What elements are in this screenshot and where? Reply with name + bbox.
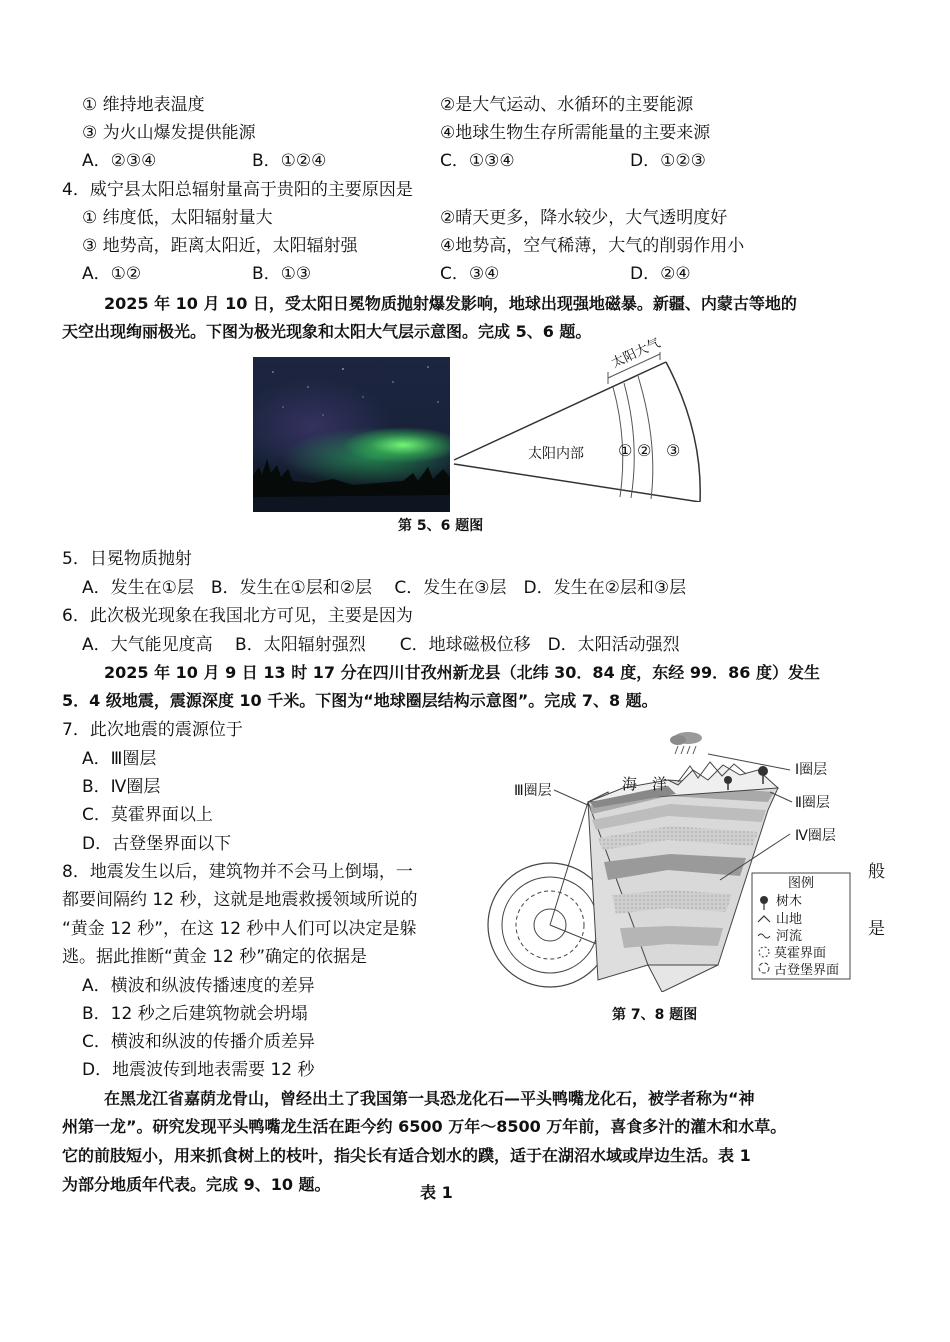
figure56-caption: 第 5、6 题图 <box>398 518 484 534</box>
passage1-line2: 天空出现绚丽极光。下图为极光现象和太阳大气层示意图。完成 5、6 题。 <box>62 322 592 341</box>
q4-choice-d: D．②④ <box>630 264 691 284</box>
sphere-4-label: Ⅳ圈层 <box>795 828 836 844</box>
q4-choice-b: B．①③ <box>252 264 312 284</box>
q4-stem: 4．威宁县太阳总辐射量高于贵阳的主要原因是 <box>62 180 413 200</box>
q4-option-1: ① 纬度低，太阳辐射量大 <box>82 208 273 228</box>
solar-atmosphere-label: 太阳大气 <box>609 335 663 372</box>
passage3-line2: 州第一龙”。研究发现平头鸭嘴龙生活在距今约 6500 万年～8500 万年前，喜食多汁的灌木和水草。 <box>62 1117 787 1136</box>
q8-line3-end: 是 <box>868 919 885 939</box>
q4-option-2: ②晴天更多，降水较少，大气透明度好 <box>440 208 728 228</box>
legend-moho: 莫霍界面 <box>774 946 827 961</box>
q4-choice-a: A．①② <box>82 264 142 284</box>
q7-choice-c: C．莫霍界面以上 <box>82 805 213 825</box>
q6-choices: A．大气能见度高 B．太阳辐射强烈 C．地球磁极位移 D．太阳活动强烈 <box>82 635 680 655</box>
q3-option-2: ②是大气运动、水循环的主要能源 <box>440 95 694 115</box>
legend-gutenberg: 古登堡界面 <box>774 963 840 978</box>
aurora-landscape <box>253 357 450 512</box>
legend-river: 河流 <box>776 929 803 944</box>
passage3-line3: 它的前肢短小，用来抓食树上的枝叶，指尖长有适合划水的蹼，适于在湖沼水域或岸边生活。表 1 <box>62 1146 751 1165</box>
passage2-line1: 2025 年 10 月 9 日 13 时 17 分在四川甘孜州新龙县（北纬 30．84 度，东经 99．86 度）发生 <box>104 663 820 682</box>
solar-interior-label: 太阳内部 <box>528 446 584 462</box>
q7-choice-a: A．Ⅲ圈层 <box>82 749 157 769</box>
aurora-photo <box>253 357 450 512</box>
q3-choice-b: B．①②④ <box>252 151 327 171</box>
layer-3-marker: ③ <box>666 441 681 460</box>
q8-line1: 8．地震发生以后，建筑物并不会马上倒塌，一 <box>62 862 413 882</box>
legend-tree: 树木 <box>776 894 803 909</box>
q8-choice-b: B．12 秒之后建筑物就会坍塌 <box>82 1004 308 1024</box>
figure78-caption: 第 7、8 题图 <box>612 1007 698 1023</box>
legend-title: 图例 <box>788 876 815 891</box>
passage3-line1: 在黑龙江省嘉荫龙骨山，曾经出土了我国第一具恐龙化石—平头鸭嘴龙化石，被学者称为“神 <box>104 1089 755 1108</box>
q8-choice-d: D．地震波传到地表需要 12 秒 <box>82 1060 315 1080</box>
q3-option-1: ① 维持地表温度 <box>82 95 205 115</box>
q3-choice-c: C．①③④ <box>440 151 515 171</box>
q8-line3: “黄金 12 秒”，在这 12 秒中人们可以决定是躲 <box>62 919 417 939</box>
q7-choice-b: B．Ⅳ圈层 <box>82 777 161 797</box>
q3-choice-d: D．①②③ <box>630 151 706 171</box>
q3-option-4: ④地球生物生存所需能量的主要来源 <box>440 123 711 143</box>
q3-option-3: ③ 为火山爆发提供能源 <box>82 123 256 143</box>
q8-line4: 逃。据此推断“黄金 12 秒”确定的依据是 <box>62 947 368 967</box>
q8-choice-c: C．横波和纵波的传播介质差异 <box>82 1032 315 1052</box>
passage2-line2: 5．4 级地震，震源深度 10 千米。下图为“地球圈层结构示意图”。完成 7、8 题。 <box>62 691 658 710</box>
q4-option-4: ④地势高，空气稀薄，大气的削弱作用小 <box>440 236 745 256</box>
table-1-label: 表 1 <box>420 1183 453 1202</box>
sphere-3-label: Ⅲ圈层 <box>514 783 552 799</box>
passage1-line1: 2025 年 10 月 10 日，受太阳日冕物质抛射爆发影响，地球出现强地磁暴。新疆、内蒙古等地的 <box>104 294 797 313</box>
q3-choice-a: A．②③④ <box>82 151 157 171</box>
ocean-label: 海 洋 <box>622 775 668 793</box>
sphere-2-label: Ⅱ圈层 <box>795 795 830 811</box>
q8-choice-a: A．横波和纵波传播速度的差异 <box>82 976 315 996</box>
passage3-line4: 为部分地质年代表。完成 9、10 题。 <box>62 1175 331 1194</box>
q4-choice-c: C．③④ <box>440 264 500 284</box>
q7-choice-d: D．古登堡界面以下 <box>82 834 232 854</box>
q5-choices: A．发生在①层 B．发生在①层和②层 C．发生在③层 D．发生在②层和③层 <box>82 578 687 598</box>
q8-line1-end: 般 <box>868 862 885 882</box>
q8-line2: 都要间隔约 12 秒，这就是地震救援领域所说的 <box>62 890 418 910</box>
q4-option-3: ③ 地势高，距离太阳近，太阳辐射强 <box>82 236 358 256</box>
solar-layers-diagram <box>448 352 708 502</box>
q5-stem: 5．日冕物质抛射 <box>62 549 192 569</box>
layer-1-marker: ① <box>618 441 633 460</box>
q6-stem: 6．此次极光现象在我国北方可见，主要是因为 <box>62 606 413 626</box>
sphere-1-label: Ⅰ圈层 <box>795 762 828 778</box>
q7-stem: 7．此次地震的震源位于 <box>62 720 243 740</box>
layer-2-marker: ② <box>637 441 652 460</box>
legend-mountain: 山地 <box>776 912 803 927</box>
